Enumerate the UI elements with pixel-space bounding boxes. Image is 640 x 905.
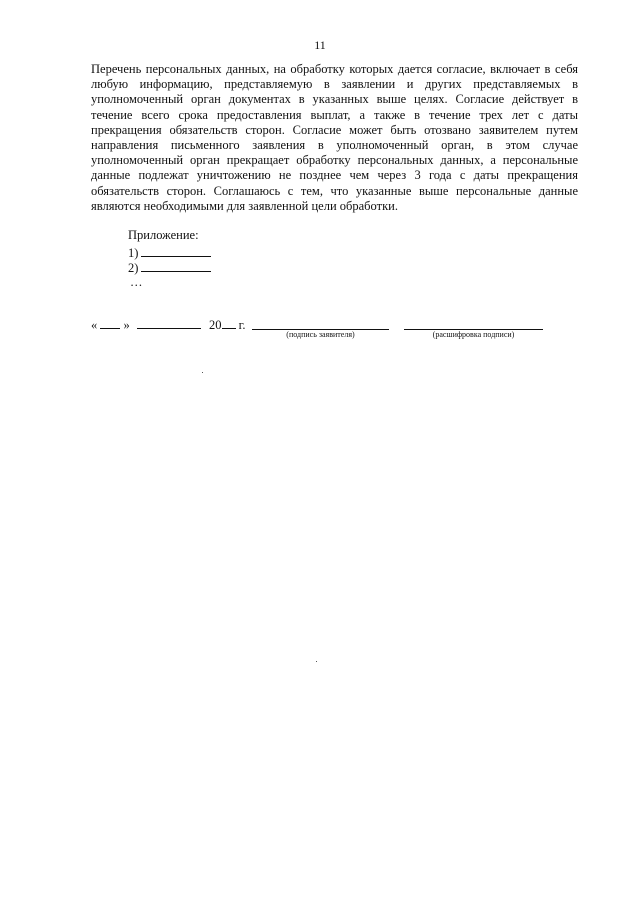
month-blank (137, 317, 201, 329)
decoding-caption: (расшифровка подписи) (432, 330, 515, 339)
attachment-item-2-blank (141, 259, 211, 272)
year-prefix: 20 (209, 318, 222, 332)
open-quote: « (91, 318, 98, 332)
consent-paragraph (91, 62, 578, 214)
attachments-title: Приложение: (128, 228, 199, 242)
day-blank (100, 317, 120, 329)
signature-caption: (подпись заявителя) (286, 330, 355, 339)
attachment-item-1-number: 1) (128, 245, 139, 260)
attachment-item-1 (128, 244, 328, 260)
year-suffix: г. (238, 318, 246, 332)
attachment-item-2 (128, 259, 328, 275)
attachment-item-1-blank (141, 244, 211, 257)
date-line (91, 317, 245, 332)
attachment-ellipsis: … (130, 274, 143, 289)
page-number: 11 (314, 38, 326, 52)
consent-text: Перечень персональных данных, на обработку которых дается согласие, включает в себя любую информацию, представляемую в заявлении и других представляемых в уполномоченный орган документах в указанных выше целях. Согласие действует в течение всего срока предоставления выплат, а также в течение трех лет с даты прекращения обязательств сторон. Согласие может быть отозвано заявителем путем направления письменного заявления в уполномоченный орган, в этом случае уполномоченный орган прекращает обработку персональных данных, а персональные данные подлежат уничтожению не позднее чем через 3 года с даты прекращения обязательств сторон. Соглашаюсь с тем, что указанные выше персональные данные являются необходимыми для заявленной цели обработки. (91, 62, 578, 213)
scan-speck (202, 372, 203, 373)
attachments-block (128, 228, 328, 290)
year-blank (222, 317, 236, 329)
attachment-item-2-number: 2) (128, 261, 139, 275)
scan-speck (316, 661, 317, 662)
close-quote: » (123, 318, 130, 332)
